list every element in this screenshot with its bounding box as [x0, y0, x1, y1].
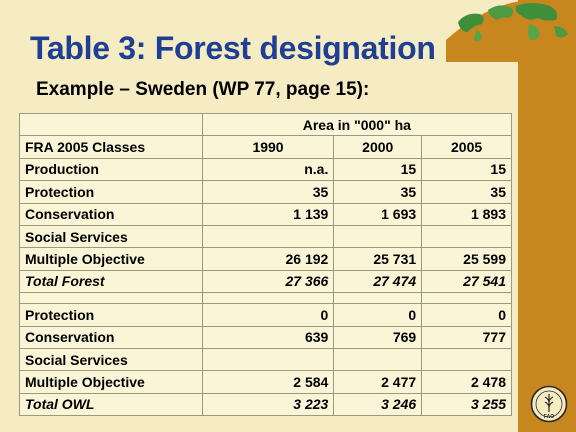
row-label: Total OWL — [20, 393, 203, 415]
row-label: Multiple Objective — [20, 371, 203, 393]
cell-value: n.a. — [202, 158, 334, 180]
spacer-cell — [20, 293, 203, 304]
cell-value: 3 246 — [334, 393, 422, 415]
cell-value: 26 192 — [202, 248, 334, 270]
cell-value: 2 584 — [202, 371, 334, 393]
cell-value — [202, 225, 334, 247]
cell-value: 1 693 — [334, 203, 422, 225]
cell-value: 2 478 — [422, 371, 512, 393]
table-row — [20, 348, 512, 370]
cell-value: 25 599 — [422, 248, 512, 270]
fao-logo-icon — [530, 385, 568, 423]
table-row — [20, 371, 512, 393]
classes-header: FRA 2005 Classes — [20, 136, 203, 158]
row-label: Conservation — [20, 203, 203, 225]
spacer-row — [20, 293, 512, 304]
spacer-cell — [422, 293, 512, 304]
total-row — [20, 393, 512, 415]
cell-value: 25 731 — [334, 248, 422, 270]
cell-value: 769 — [334, 326, 422, 348]
cell-value: 777 — [422, 326, 512, 348]
spacer-cell — [202, 293, 334, 304]
table-row — [20, 326, 512, 348]
table-row — [20, 304, 512, 326]
area-header: Area in "000" ha — [202, 114, 511, 136]
cell-value — [422, 348, 512, 370]
cell-value: 3 255 — [422, 393, 512, 415]
cell-value: 15 — [334, 158, 422, 180]
year-header: 1990 — [202, 136, 334, 158]
cell-value: 27 474 — [334, 270, 422, 292]
cell-value: 3 223 — [202, 393, 334, 415]
cell-value — [334, 348, 422, 370]
cell-value: 0 — [334, 304, 422, 326]
table-row — [20, 225, 512, 247]
cell-value — [334, 225, 422, 247]
right-sidebar-band — [518, 0, 576, 432]
year-header: 2005 — [422, 136, 512, 158]
row-label: Multiple Objective — [20, 248, 203, 270]
table-row — [20, 203, 512, 225]
cell-value — [422, 225, 512, 247]
table-row — [20, 158, 512, 180]
globe-map-icon — [446, 0, 576, 62]
row-label: Production — [20, 158, 203, 180]
cell-value: 0 — [202, 304, 334, 326]
cell-value: 639 — [202, 326, 334, 348]
cell-value: 1 139 — [202, 203, 334, 225]
spacer-cell — [334, 293, 422, 304]
cell-value: 35 — [334, 181, 422, 203]
row-label: Total Forest — [20, 270, 203, 292]
svg-text:FAO: FAO — [543, 414, 555, 420]
row-label: Protection — [20, 181, 203, 203]
cell-value: 1 893 — [422, 203, 512, 225]
slide-title: Table 3: Forest designation — [30, 30, 436, 66]
cell-value: 15 — [422, 158, 512, 180]
cell-value — [202, 348, 334, 370]
row-label: Protection — [20, 304, 203, 326]
cell-value: 0 — [422, 304, 512, 326]
total-row — [20, 270, 512, 292]
header-blank-cell — [20, 114, 203, 136]
table-row — [20, 248, 512, 270]
year-header: 2000 — [334, 136, 422, 158]
cell-value: 2 477 — [334, 371, 422, 393]
row-label: Social Services — [20, 225, 203, 247]
slide-subtitle: Example – Sweden (WP 77, page 15): — [36, 79, 370, 100]
row-label: Conservation — [20, 326, 203, 348]
cell-value: 35 — [202, 181, 334, 203]
row-label: Social Services — [20, 348, 203, 370]
cell-value: 35 — [422, 181, 512, 203]
forest-designation-table — [19, 113, 512, 416]
cell-value: 27 541 — [422, 270, 512, 292]
table-row — [20, 181, 512, 203]
cell-value: 27 366 — [202, 270, 334, 292]
